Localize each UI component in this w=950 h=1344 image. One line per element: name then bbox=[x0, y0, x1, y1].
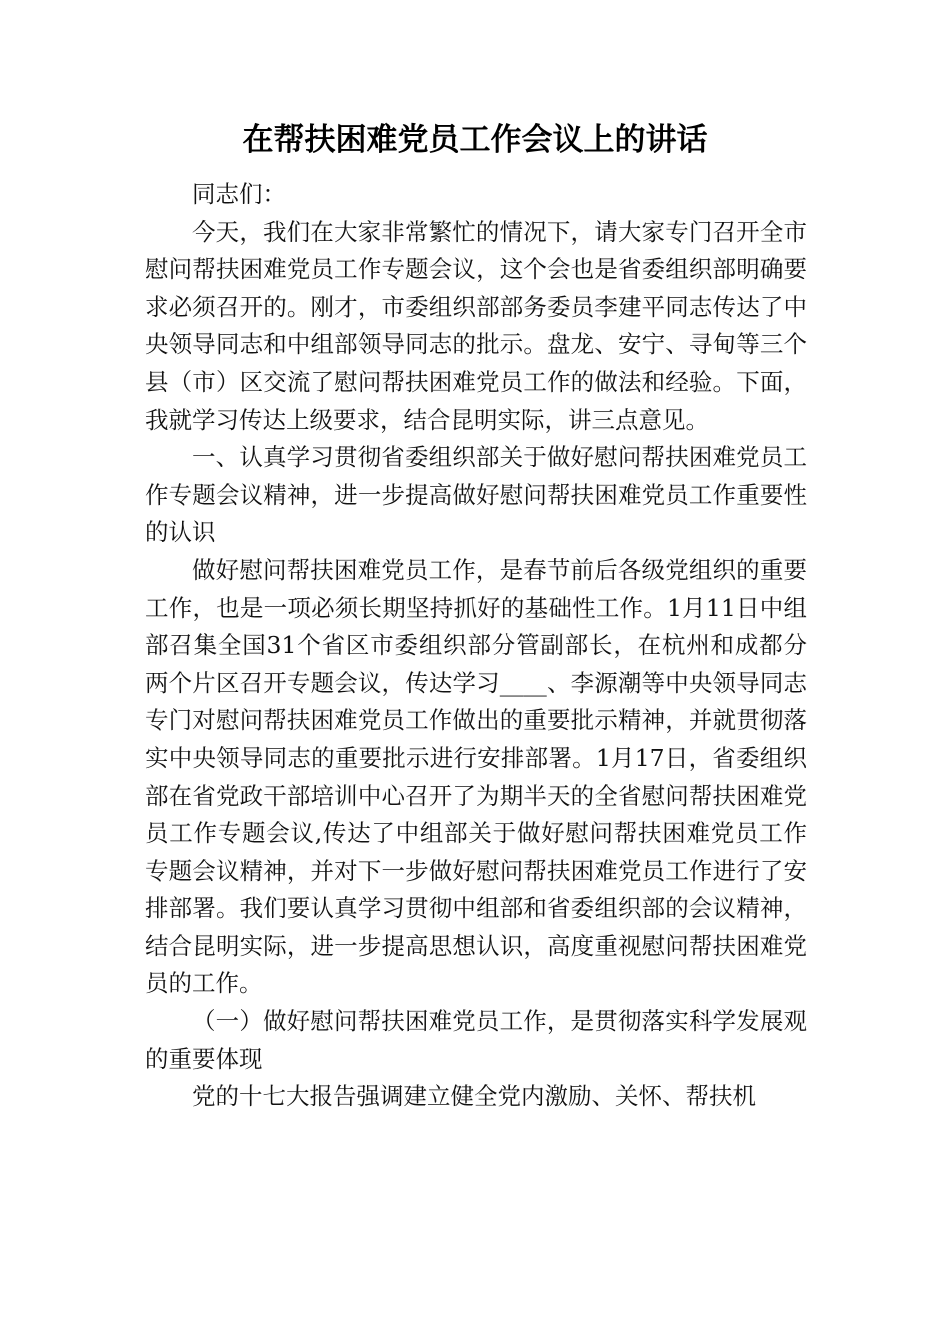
paragraph-intro: 今天，我们在大家非常繁忙的情况下，请大家专门召开全市慰问帮扶困难党员工作专题会议，这个会也是省委组织部明确要求必须召开的。刚才，市委组织部部务委员李建平同志传达了中央领导同志和中组部领导同志的批示。盘龙、安宁、寻甸等三个县（市）区交流了慰问帮扶困难党员工作的做法和经验。下面，我就学习传达上级要求，结合昆明实际，讲三点意见。 bbox=[145, 217, 807, 434]
salutation: 同志们： bbox=[192, 180, 286, 208]
document-title: 在帮扶困难党员工作会议上的讲话 bbox=[242, 122, 708, 158]
document-body bbox=[145, 176, 807, 1116]
paragraph-subsection-1: 党的十七大报告强调建立健全党内激励、关怀、帮扶机 bbox=[192, 1082, 756, 1111]
paragraph-section-1: 做好慰问帮扶困难党员工作，是春节前后各级党组织的重要工作，也是一项必须长期坚持抓好的基础性工作。1月11日中组部召集全国31个省区市委组织部分管副部长，在杭州和成都分两个片区召开专题会议，传达学习____、李源潮等中央领导同志专门对慰问帮扶困难党员工作做出的重要批示精神，并就贯彻落实中央领导同志的重要批示进行安排部署。1月17日，省委组织部在省党政干部培训中心召开了为期半天的全省慰问帮扶困难党员工作专题会议,传达了中组部关于做好慰问帮扶困难党员工作专题会议精神，并对下一步做好慰问帮扶困难党员工作进行了安排部署。我们要认真学习贯彻中组部和省委组织部的会议精神，结合昆明实际，进一步提高思想认识，高度重视慰问帮扶困难党员的工作。 bbox=[145, 555, 807, 998]
section-heading-1: 一、认真学习贯彻省委组织部关于做好慰问帮扶困难党员工作专题会议精神，进一步提高做好慰问帮扶困难党员工作重要性的认识 bbox=[145, 443, 807, 547]
subsection-heading-1: （一）做好慰问帮扶困难党员工作，是贯彻落实科学发展观的重要体现 bbox=[145, 1007, 807, 1073]
